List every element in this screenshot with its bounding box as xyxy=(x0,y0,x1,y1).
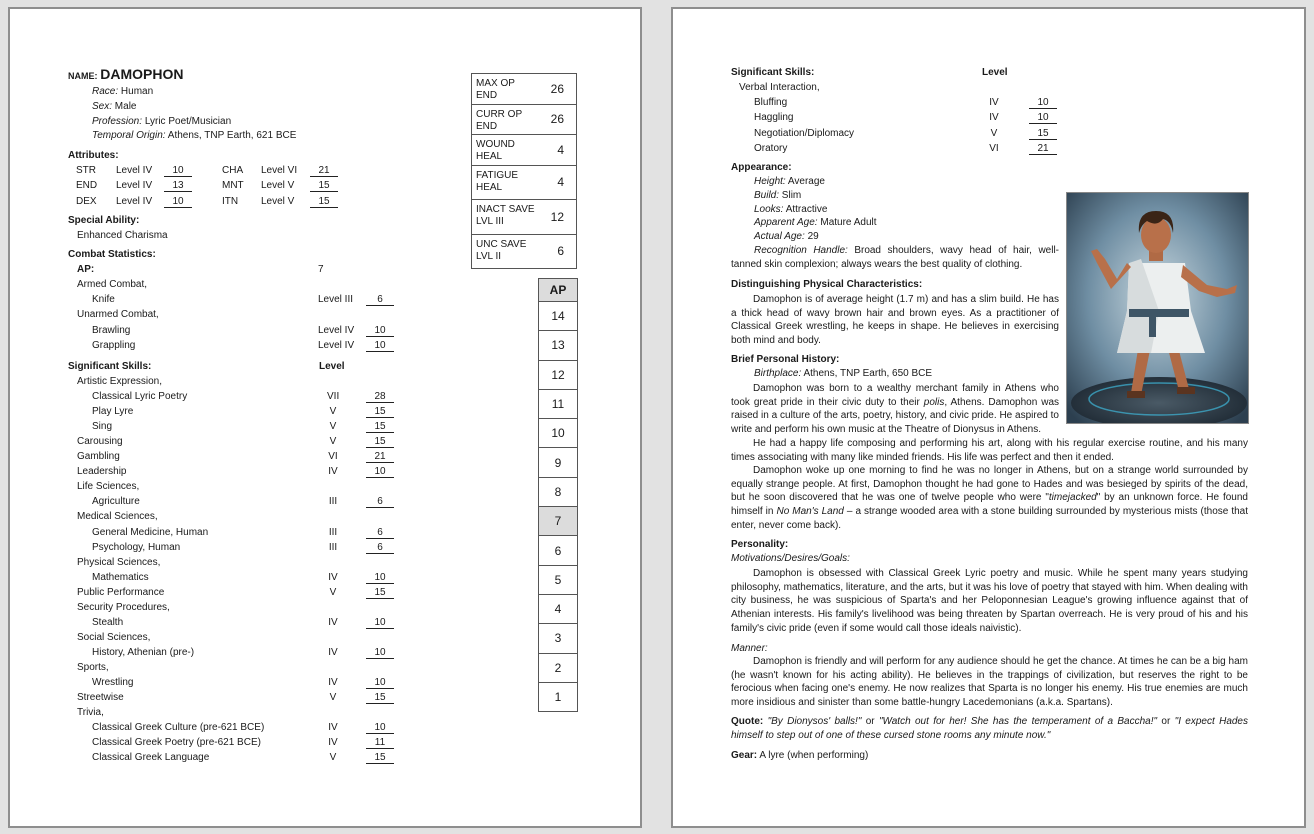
skill-label: Stealth xyxy=(92,616,124,628)
looks-line xyxy=(754,204,827,216)
sex-line xyxy=(92,101,136,113)
combat-skill-label: Knife xyxy=(92,294,115,306)
skill-level: IV xyxy=(328,616,338,628)
actual-age-label: Actual Age: xyxy=(754,231,805,242)
skill-label: Wrestling xyxy=(92,677,134,688)
origin-value: Athens, TNP Earth, 621 BCE xyxy=(167,130,297,141)
skill-level: IV xyxy=(328,677,338,688)
skill-value: 6 xyxy=(366,496,394,508)
history-p1-polis: polis xyxy=(923,396,945,408)
skill-label: Mathematics xyxy=(92,571,149,583)
ap-track-cell[interactable]: 1 xyxy=(539,683,577,712)
stat-value: 4 xyxy=(557,175,564,190)
gear-value: A lyre (when performing) xyxy=(759,750,869,761)
skill-label: Physical Sciences, xyxy=(77,556,161,568)
quote-3: "I expect Hades himself to step out of one of these cursed stone rooms any minute now." xyxy=(731,716,1248,741)
skill-value: 10 xyxy=(366,647,394,659)
quote-or-2: or xyxy=(1157,716,1175,727)
combat-skill-label: Brawling xyxy=(92,324,131,336)
attribute-value: 13 xyxy=(164,180,192,192)
attribute-abbr: MNT xyxy=(222,180,244,192)
appearance-heading: Appearance: xyxy=(731,162,792,173)
history-p1-text-a: Damophon was born to a wealthy merchant family in Athens who took great pride in their civic duty to their xyxy=(731,383,1059,408)
skill-label: Psychology, Human xyxy=(92,541,181,553)
combat-skill-level: Level IV xyxy=(318,339,355,351)
attributes-heading: Attributes: xyxy=(68,150,119,161)
ap-track-cell[interactable]: 11 xyxy=(539,390,577,419)
stat-label: CURR OP END xyxy=(476,108,522,132)
skill-value: 10 xyxy=(1029,97,1057,109)
ap-track-cell[interactable]: 5 xyxy=(539,566,577,595)
birthplace-value: Athens, TNP Earth, 650 BCE xyxy=(803,368,933,379)
sex-value: Male xyxy=(114,101,137,112)
ap-track-cell[interactable]: 14 xyxy=(539,302,577,331)
combat-heading: Combat Statistics: xyxy=(68,249,156,260)
ap-track-cell[interactable]: 9 xyxy=(539,448,577,477)
skill-level: V xyxy=(329,692,337,704)
stat-value: 4 xyxy=(557,142,564,157)
physical-text: Damophon is of average height (1.7 m) and has a slim build. He has a thick head of wavy brown hair and brown eyes. As a practitioner of Classical Greek wrestling, he keeps in shape. He believes in exercising both mind and body. xyxy=(731,294,1059,347)
ap-track xyxy=(538,278,578,712)
combat-skill-label: Unarmed Combat, xyxy=(77,309,159,321)
attribute-abbr: ITN xyxy=(222,195,239,207)
skill-label: Classical Greek Language xyxy=(92,752,210,764)
skill-value: 10 xyxy=(366,677,394,689)
skills-right-level-heading: Level xyxy=(982,67,1008,78)
skill-label: Classical Greek Culture (pre-621 BCE) xyxy=(92,722,265,734)
apparent-age-line xyxy=(754,217,877,229)
attribute-level: Level IV xyxy=(116,180,153,192)
ap-track-cell-current[interactable]: 7 xyxy=(539,507,577,536)
profession-label: Profession: xyxy=(92,116,143,127)
physical-heading: Distinguishing Physical Characteristics: xyxy=(731,279,923,290)
attribute-abbr: END xyxy=(76,180,98,192)
combat-skill-label: Grappling xyxy=(92,339,136,351)
skill-level: IV xyxy=(328,737,338,749)
skill-level: IV xyxy=(328,571,338,583)
stat-row xyxy=(472,74,576,105)
skill-value: 15 xyxy=(366,436,394,448)
character-sheet-page-1 xyxy=(8,7,642,828)
history-paragraph-3 xyxy=(731,464,1248,533)
history-paragraph-1 xyxy=(731,382,1059,437)
skill-value: 10 xyxy=(1029,112,1057,124)
skill-level: III xyxy=(328,541,338,553)
stat-label: MAX OP END xyxy=(476,78,515,101)
stat-value: 26 xyxy=(550,112,564,127)
skill-level: IV xyxy=(328,466,338,478)
combat-skill-level: Level IV xyxy=(318,324,355,336)
skill-value: 11 xyxy=(366,737,394,749)
attribute-value: 10 xyxy=(164,165,192,177)
manner-label: Manner: xyxy=(731,643,768,654)
skill-label: Security Procedures, xyxy=(77,601,170,613)
character-portrait xyxy=(1066,192,1249,424)
stat-row xyxy=(472,105,576,136)
attribute-value: 10 xyxy=(164,196,192,208)
stat-label: INACT SAVE LVL III xyxy=(476,204,535,227)
portrait-figure-image xyxy=(1067,193,1248,423)
skill-label: Carousing xyxy=(77,436,123,448)
skill-level: VI xyxy=(989,142,999,154)
skill-label: Agriculture xyxy=(92,496,140,508)
skill-value: 15 xyxy=(366,752,394,764)
skill-label: Classical Lyric Poetry xyxy=(92,391,188,403)
history-p3-text-c: – a strange wooded area with a stone building surrounded by mysterious mists (those that enter, never come back). xyxy=(731,506,1249,531)
quote-block xyxy=(731,715,1248,742)
skill-label: Public Performance xyxy=(77,586,165,598)
character-name: DAMOPHON xyxy=(100,66,184,82)
ap-track-cell[interactable]: 3 xyxy=(539,624,577,653)
skill-level: V xyxy=(329,586,337,598)
skill-label: Oratory xyxy=(754,142,788,154)
skill-value: 28 xyxy=(366,391,394,403)
skill-value: 15 xyxy=(366,587,394,599)
stat-label: WOUND HEAL xyxy=(476,139,515,162)
motivations-text: Damophon is obsessed with Classical Greek Lyric poetry and music. While he spent many years studying philosophy, mathematics, literature, and the arts, but it was his love of poetry that stayed with him. When dealing with city business, he was suspicious of Sparta's and her Peloponnesian League's growing influence against that of Athenian interests. His family's livelihood was being threaten by Spartan overreach. He is very proud of his and his family's civic pride (even if some would call those ideals naivistic). xyxy=(731,568,1248,634)
skill-level: IV xyxy=(989,97,999,108)
race-label: Race: xyxy=(92,86,119,97)
skill-label: Social Sciences, xyxy=(77,631,151,643)
skill-label: Gambling xyxy=(77,451,120,463)
skill-label: History, Athenian (pre-) xyxy=(92,646,195,658)
recognition-handle-value: Broad shoulders, wavy head of hair, well-tanned skin complexion; always wears the best quality of clothing. xyxy=(731,245,1060,270)
skill-label: General Medicine, Human xyxy=(92,526,209,538)
attribute-value: 15 xyxy=(310,196,338,208)
attribute-level: Level V xyxy=(261,195,295,207)
ap-track-header: AP xyxy=(539,279,577,302)
ap-label: AP: xyxy=(77,264,95,275)
build-value: Slim xyxy=(781,190,802,201)
history-p3-text-a: Damophon woke up one morning to find he was no longer in Athens, but on a strange world surrounded by equally strange people. At first, Damophon thought he had gone to Hades and was besieged by spirits of the dead, but he soon discovered that he was one of twelve people who were " xyxy=(731,465,1248,504)
recognition-handle xyxy=(731,244,1059,271)
attribute-level: Level IV xyxy=(116,195,153,207)
skill-value: 10 xyxy=(366,617,394,629)
history-paragraph-2: He had a happy life composing and performing his art, along with his regular exercise routine, and his many times associating with many like minded friends. His life was perfect and then it ended. xyxy=(731,438,1248,463)
origin-line xyxy=(92,130,296,142)
skill-value: 6 xyxy=(366,542,394,554)
special-ability-heading: Special Ability: xyxy=(68,215,140,226)
profession-value: Lyric Poet/Musician xyxy=(144,116,232,127)
skill-value: 21 xyxy=(1029,143,1057,155)
skill-level: V xyxy=(329,406,337,418)
skill-value: 15 xyxy=(366,692,394,704)
combat-skill-value: 6 xyxy=(366,294,394,306)
history-p3-no-mans-land: No Man's Land xyxy=(776,506,844,518)
skill-value: 21 xyxy=(366,451,394,463)
stat-label: FATIGUE HEAL xyxy=(476,169,519,193)
build-line xyxy=(754,190,801,202)
skill-level: III xyxy=(328,526,338,538)
skills-level-heading: Level xyxy=(319,361,345,372)
skill-level: IV xyxy=(328,646,338,658)
stat-value: 6 xyxy=(557,244,564,259)
looks-label: Looks: xyxy=(754,204,784,215)
skill-label: Medical Sciences, xyxy=(77,511,158,523)
skill-label: Trivia, xyxy=(77,707,104,719)
actual-age-value: 29 xyxy=(807,231,819,242)
skill-label: Sports, xyxy=(77,661,109,673)
attribute-value: 21 xyxy=(310,165,338,177)
skill-label: Negotiation/Diplomacy xyxy=(754,127,855,139)
skill-level: V xyxy=(329,421,337,433)
skill-value: 10 xyxy=(366,572,394,584)
motivations-label: Motivations/Desires/Goals: xyxy=(731,553,850,564)
name-label: NAME: xyxy=(68,71,98,81)
skill-level: V xyxy=(329,752,337,764)
ap-track-cell[interactable]: 12 xyxy=(539,361,577,390)
recognition-handle-label: Recognition Handle: xyxy=(754,245,848,256)
history-p3-text-b: " by an unknown force. He found himself in xyxy=(731,492,1248,518)
skills-heading: Significant Skills: xyxy=(68,361,152,372)
character-sheet-page-2 xyxy=(671,7,1306,828)
combat-skill-value: 10 xyxy=(366,340,394,352)
height-line xyxy=(754,176,825,188)
attribute-abbr: STR xyxy=(76,165,96,176)
origin-label: Temporal Origin: xyxy=(92,130,166,141)
skill-label: Bluffing xyxy=(754,97,788,108)
skill-group-verbal: Verbal Interaction, xyxy=(739,82,820,93)
combat-skill-label: Armed Combat, xyxy=(77,279,148,290)
looks-value: Attractive xyxy=(785,204,828,215)
birthplace-line xyxy=(754,368,932,380)
stat-value: 26 xyxy=(550,81,564,96)
quote-or-1: or xyxy=(861,716,879,727)
stat-value: 12 xyxy=(550,209,564,224)
ap-track-cell[interactable]: 6 xyxy=(539,536,577,565)
height-value: Average xyxy=(787,176,825,187)
race-value: Human xyxy=(120,86,154,97)
combat-skill-value: 10 xyxy=(366,325,394,337)
attribute-value: 15 xyxy=(310,180,338,192)
race-line xyxy=(92,86,153,98)
skill-level: III xyxy=(328,496,338,508)
skill-value: 6 xyxy=(366,527,394,539)
skill-label: Classical Greek Poetry (pre-621 BCE) xyxy=(92,737,261,749)
history-heading: Brief Personal History: xyxy=(731,354,840,365)
skill-value: 10 xyxy=(366,466,394,478)
manner-text: Damophon is friendly and will perform for any audience should he get the chance. At times he can be a big ham (he wasn't known for his acting ability). He believes in the trappings of civilization, but reserves the right to be ferocious when facing one's enemy. He now realizes that Sparta is no longer his enemy. His true enemies are much more insidious and sinister than some battle-hungry Lacedemonians (a.k.a. Spartans). xyxy=(731,656,1248,709)
ap-value: 7 xyxy=(318,264,324,275)
skill-level: IV xyxy=(328,722,338,734)
name-line xyxy=(68,68,184,83)
stat-row xyxy=(472,235,576,270)
birthplace-label: Birthplace: xyxy=(754,368,802,379)
ap-track-cell[interactable]: 13 xyxy=(539,331,577,360)
gear-label: Gear: xyxy=(731,750,758,761)
stat-row xyxy=(472,166,576,201)
sex-label: Sex: xyxy=(92,101,113,112)
skill-level: V xyxy=(990,127,998,139)
quote-label: Quote: xyxy=(731,716,764,727)
skill-label: Life Sciences, xyxy=(77,481,140,493)
build-label: Build: xyxy=(754,190,780,201)
skill-label: Play Lyre xyxy=(92,406,134,418)
ap-track-cell[interactable]: 10 xyxy=(539,419,577,448)
skill-level: V xyxy=(329,436,337,448)
skill-level: VI xyxy=(328,451,338,463)
ap-track-cell[interactable]: 8 xyxy=(539,478,577,507)
skill-value: 10 xyxy=(366,722,394,734)
special-ability-value: Enhanced Charisma xyxy=(77,230,168,241)
ap-track-cell[interactable]: 4 xyxy=(539,595,577,624)
stat-row xyxy=(472,135,576,166)
derived-stats-box xyxy=(471,73,577,269)
skill-level: IV xyxy=(989,112,999,124)
skill-level: VII xyxy=(327,391,340,403)
attribute-level: Level VI xyxy=(261,165,298,176)
profession-line xyxy=(92,116,231,128)
skill-value: 15 xyxy=(1029,128,1057,140)
skill-value: 15 xyxy=(366,421,394,433)
height-label: Height: xyxy=(754,176,786,187)
skill-label: Artistic Expression, xyxy=(77,376,163,387)
skill-label: Sing xyxy=(92,421,113,433)
ap-track-cell[interactable]: 2 xyxy=(539,654,577,683)
actual-age-line xyxy=(754,231,819,243)
gear-line xyxy=(731,750,868,762)
attribute-level: Level IV xyxy=(116,165,153,176)
skill-label: Leadership xyxy=(77,466,127,478)
apparent-age-label: Apparent Age: xyxy=(754,217,818,228)
skill-value: 15 xyxy=(366,406,394,418)
skills-right-heading: Significant Skills: xyxy=(731,67,815,78)
quote-1: "By Dionysos' balls!" xyxy=(767,716,862,727)
attribute-abbr: CHA xyxy=(222,165,244,176)
history-p3-timejacked: timejacked xyxy=(1048,492,1097,504)
attribute-level: Level V xyxy=(261,180,295,192)
attribute-abbr: DEX xyxy=(76,195,97,207)
stat-label: UNC SAVE LVL II xyxy=(476,238,527,262)
personality-heading: Personality: xyxy=(731,539,789,550)
history-p1-text-b: , Athens. Damophon was raised in a culture of the arts, poetry, history, and civic pride. He aspired to write and perform his own music at the Theatre of Dionysus in Athens. xyxy=(731,396,1060,436)
quote-2: "Watch out for her! She has the temperament of a Baccha!" xyxy=(878,716,1158,727)
apparent-age-value: Mature Adult xyxy=(820,217,877,228)
skill-label: Haggling xyxy=(754,112,794,124)
stat-row xyxy=(472,200,576,235)
combat-skill-level: Level III xyxy=(318,294,354,306)
skill-label: Streetwise xyxy=(77,692,124,704)
